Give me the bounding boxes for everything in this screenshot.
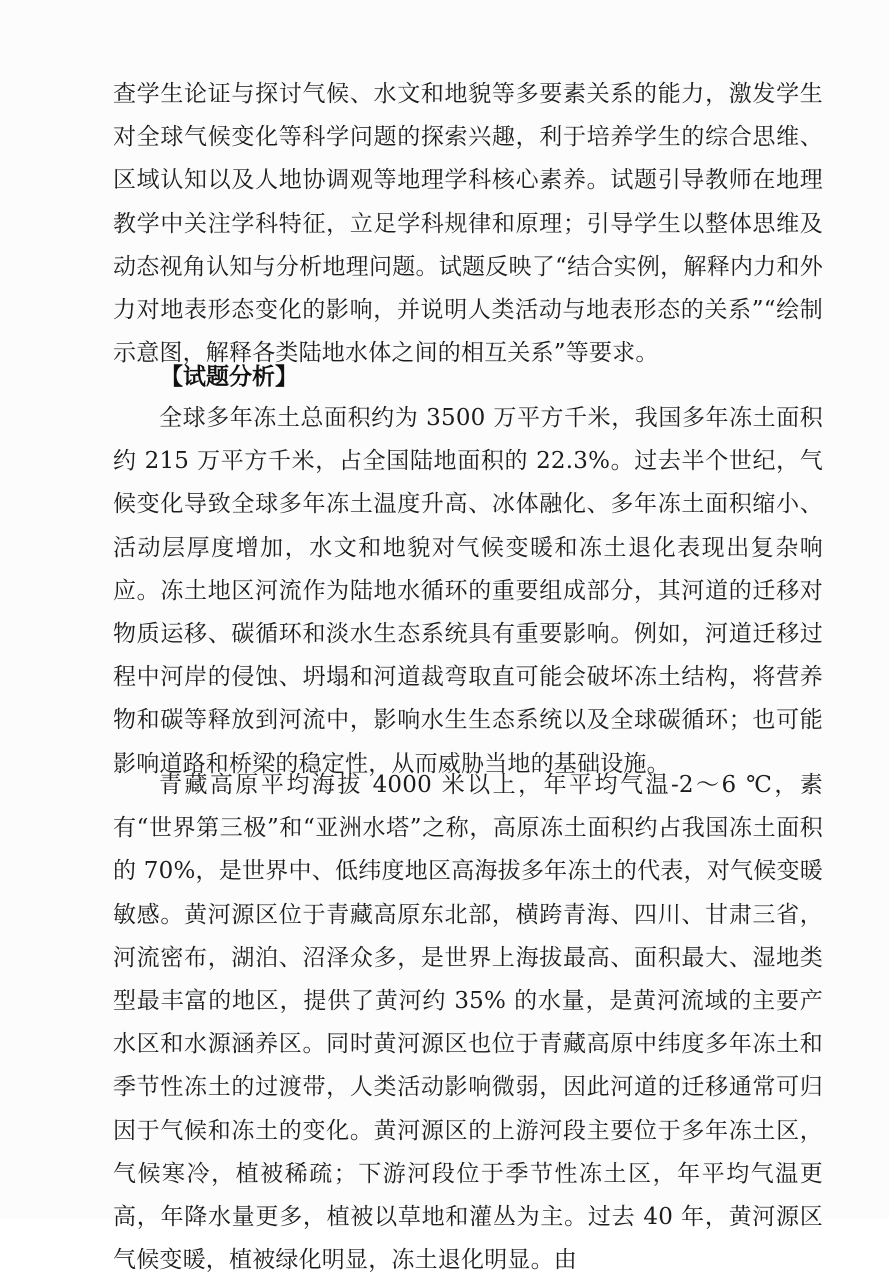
text-block-analysis — [113, 397, 823, 786]
text-block-top — [113, 73, 823, 375]
section-heading: 【试题分析】 — [160, 364, 298, 390]
paragraph-qinghai-tibet: 青藏高原平均海拔 4000 米以上，年平均气温-2～6 ℃，素有“世界第三极”和“亚洲水塔”之称，高原冻土面积约占我国冻土面积的 70%，是世界中、低纬度地区高海拔多年冻土的代表，对气候变暖敏感。黄河源区位于青藏高原东北部，横跨青海、四川、甘肃三省，河流密布，湖泊、沼泽众多，是世界上海拔最高、面积最大、湿地类型最丰富的地区，提供了黄河约 35% 的水量，是黄河流域的主要产水区和水源涵养区。同时黄河源区也位于青藏高原中纬度多年冻土和季节性冻土的过渡带，人类活动影响微弱，因此河道的迁移通常可归因于气候和冻土的变化。黄河源区的上游河段主要位于多年冻土区，气候寒冷，植被稀疏；下游河段位于季节性冻土区，年平均气温更高，年降水量更多，植被以草地和灌丛为主。过去 40 年，黄河源区气候变暖，植被绿化明显，冻土退化明显。由 — [113, 772, 823, 1274]
paragraph-permafrost: 全球多年冻土总面积约为 3500 万平方千米，我国多年冻土面积约 215 万平方千米，占全国陆地面积的 22.3%。过去半个世纪，气候变化导致全球多年冻土温度升高、冰体融化、多年冻土面积缩小、活动层厚度增加，水文和地貌对气候变暖和冻土退化表现出复杂响应。冻土地区河流作为陆地水循环的重要组成部分，其河道的迁移对物质运移、碳循环和淡水生态系统具有重要影响。例如，河道迁移过程中河岸的侵蚀、坍塌和河道裁弯取直可能会破坏冻土结构，将营养物和碳等释放到河流中，影响水生生态系统以及全球碳循环；也可能影响道路和桥梁的稳定性，从而威胁当地的基础设施。 — [113, 405, 823, 777]
text-block-plateau — [113, 764, 823, 1282]
paragraph-evaluation: 查学生论证与探讨气候、水文和地貌等多要素关系的能力，激发学生对全球气候变化等科学问题的探索兴趣，利于培养学生的综合思维、区域认知以及人地协调观等地理学科核心素养。试题引导教师在地理教学中关注学科特征，立足学科规律和原理；引导学生以整体思维及动态视角认知与分析地理问题。试题反映了“结合实例，解释内力和外力对地表形态变化的影响，并说明人类活动与地表形态的关系”“绘制示意图，解释各类陆地水体之间的相互关系”等要求。 — [113, 81, 823, 367]
